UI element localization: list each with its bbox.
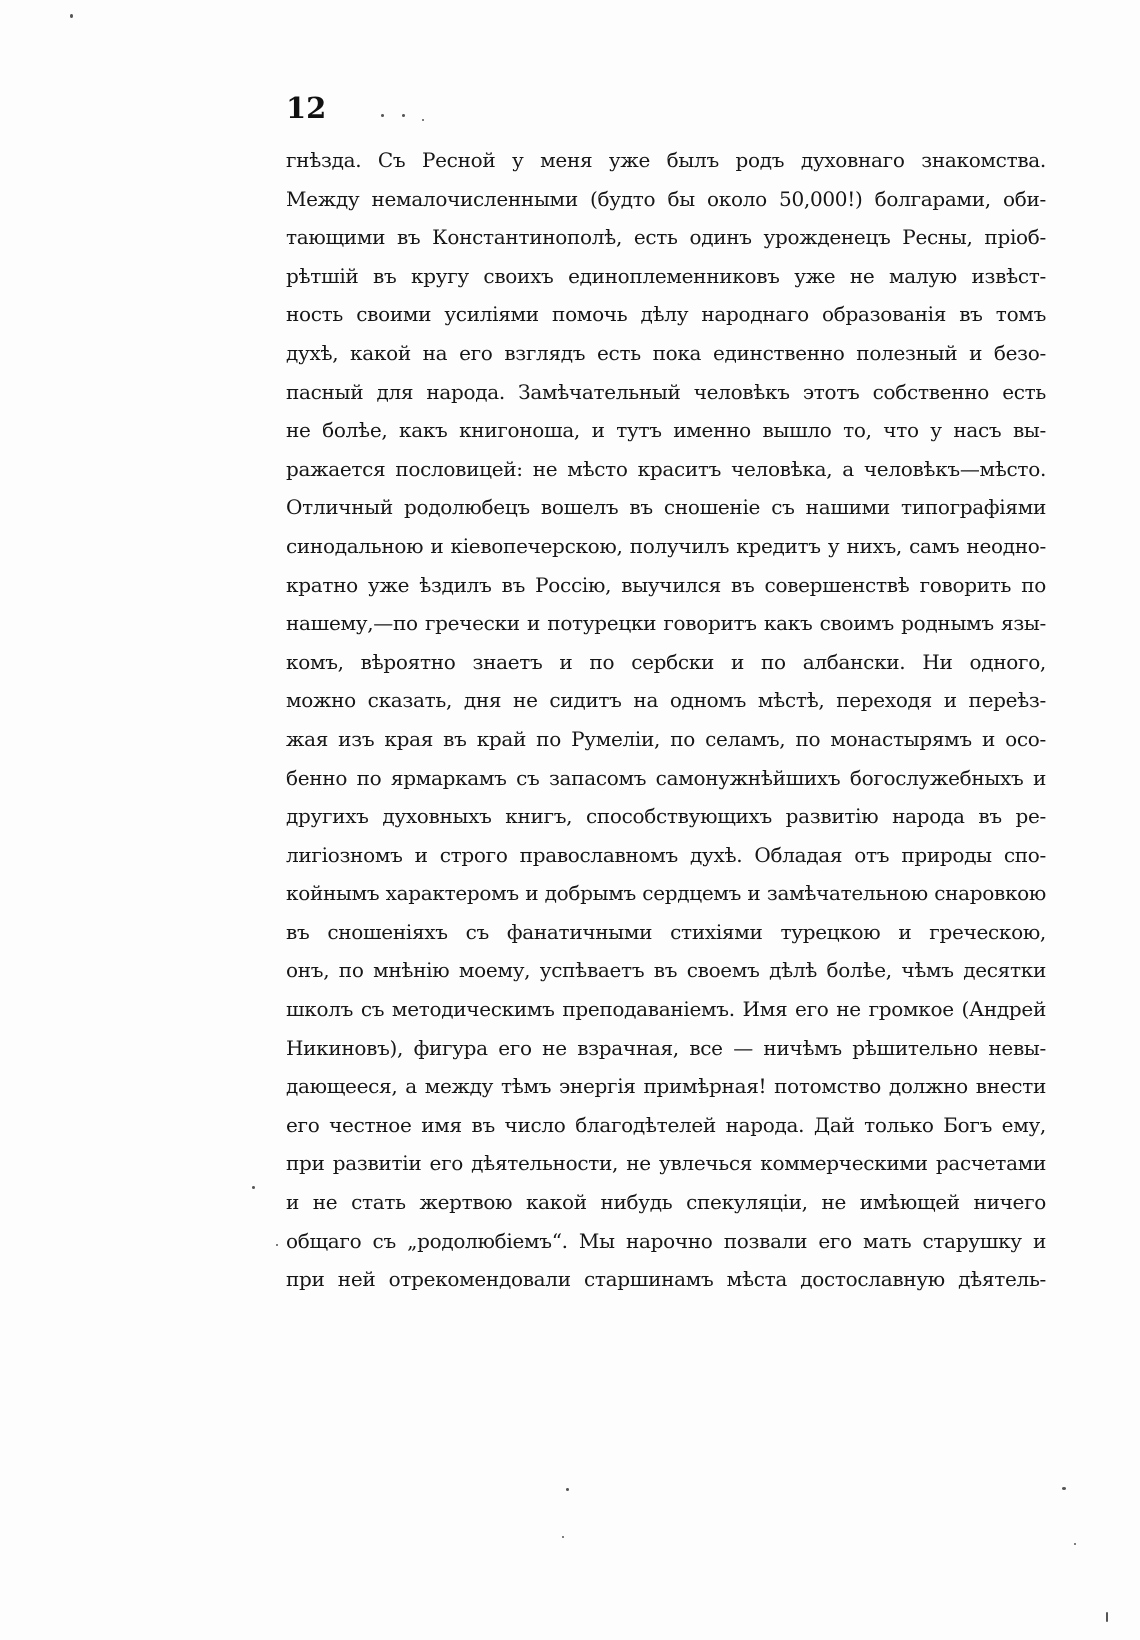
text-line: гнѣзда. Съ Ресной у меня уже былъ родъ духовнаго знакомства. [286,148,1046,172]
text-line: синодальною и кіевопечерскою, получилъ кредитъ у нихъ, самъ неодно- [286,533,1046,558]
text-line: Никиновъ), фигура его не взрачная, все — ничѣмъ рѣшительно невы- [286,1035,1046,1060]
scan-speck [70,14,73,18]
text-line: жая изъ края въ край по Румеліи, по селамъ, по монастырямъ и осо- [286,726,1046,751]
scan-speck [1074,1543,1076,1545]
text-line: другихъ духовныхъ книгъ, способствующихъ развитію народа въ ре- [286,804,1046,829]
text-line: его честное имя въ число благодѣтелей народа. Дай только Богъ ему, [286,1112,1046,1137]
text-line: Между немалочисленными (будто бы около 50,000!) болгарами, оби- [286,186,1046,211]
text-line: въ сношеніяхъ съ фанатичными стихіями турецкою и греческою, [286,919,1046,944]
text-line: ность своими усиліями помочь дѣлу народнаго образованія въ томъ [286,302,1046,327]
text-line: ражается пословицей: не мѣсто краситъ человѣка, а человѣкъ—мѣсто. [286,456,1046,481]
page-number: 12 [286,91,327,125]
scan-speck [381,114,384,117]
scan-speck [1106,1612,1108,1622]
text-line: духѣ, какой на его взглядъ есть пока единственно полезный и безо- [286,340,1046,365]
text-line: онъ, по мнѣнію моему, успѣваетъ въ своемъ дѣлѣ болѣе, чѣмъ десятки [286,958,1046,983]
text-line: комъ, вѣроятно знаетъ и по сербски и по албански. Ни одного, [286,649,1046,674]
text-line: при развитіи его дѣятельности, не увлечься коммерческими расчетами [286,1151,1046,1176]
scan-speck [566,1488,569,1491]
scan-speck [402,114,405,117]
text-line: пасный для народа. Замѣчательный человѣкъ этотъ собственно есть [286,379,1046,404]
scan-speck [422,119,424,121]
text-line: лигіозномъ и строго православномъ духѣ. Обладая отъ природы спо- [286,842,1046,867]
text-line: при ней отрекомендовали старшинамъ мѣста достославную дѣятель- [286,1267,1046,1292]
text-line: тающими въ Константинополѣ, есть одинъ урожденецъ Ресны, пріоб- [286,225,1046,250]
text-line: дающееся, а между тѣмъ энергія примѣрная! потомство должно внести [286,1074,1046,1099]
text-line: и не стать жертвою какой нибудь спекуляціи, не имѣющей ничего [286,1190,1046,1215]
text-line: рѣтшій въ кругу своихъ единоплеменниковъ уже не малую извѣст- [286,263,1046,288]
text-line: общаго съ „родолюбіемъ“. Мы нарочно позвали его мать старушку и [286,1228,1046,1253]
scan-speck [276,1244,278,1246]
body-text [286,141,1046,1299]
text-line: кратно уже ѣздилъ въ Россію, выучился въ совершенствѣ говорить по [286,572,1046,597]
scan-speck [252,1186,255,1189]
text-line: койнымъ характеромъ и добрымъ сердцемъ и замѣчательною снаровкою [286,881,1046,906]
text-line: Отличный родолюбецъ вошелъ въ сношеніе съ нашими типографіями [286,495,1046,520]
text-line: можно сказать, дня не сидитъ на одномъ мѣстѣ, переходя и переѣз- [286,688,1046,713]
scan-speck [1062,1487,1066,1490]
text-line: нашему,—по гречески и потурецки говоритъ какъ своимъ роднымъ язы- [286,611,1046,636]
text-line: бенно по ярмаркамъ съ запасомъ самонужнѣйшихъ богослужебныхъ и [286,765,1046,790]
scan-speck [562,1536,564,1538]
text-line: не болѣе, какъ книгоноша, и тутъ именно вышло то, что у насъ вы- [286,418,1046,443]
text-line: школъ съ методическимъ преподаваніемъ. Имя его не громкое (Андрей [286,997,1046,1022]
